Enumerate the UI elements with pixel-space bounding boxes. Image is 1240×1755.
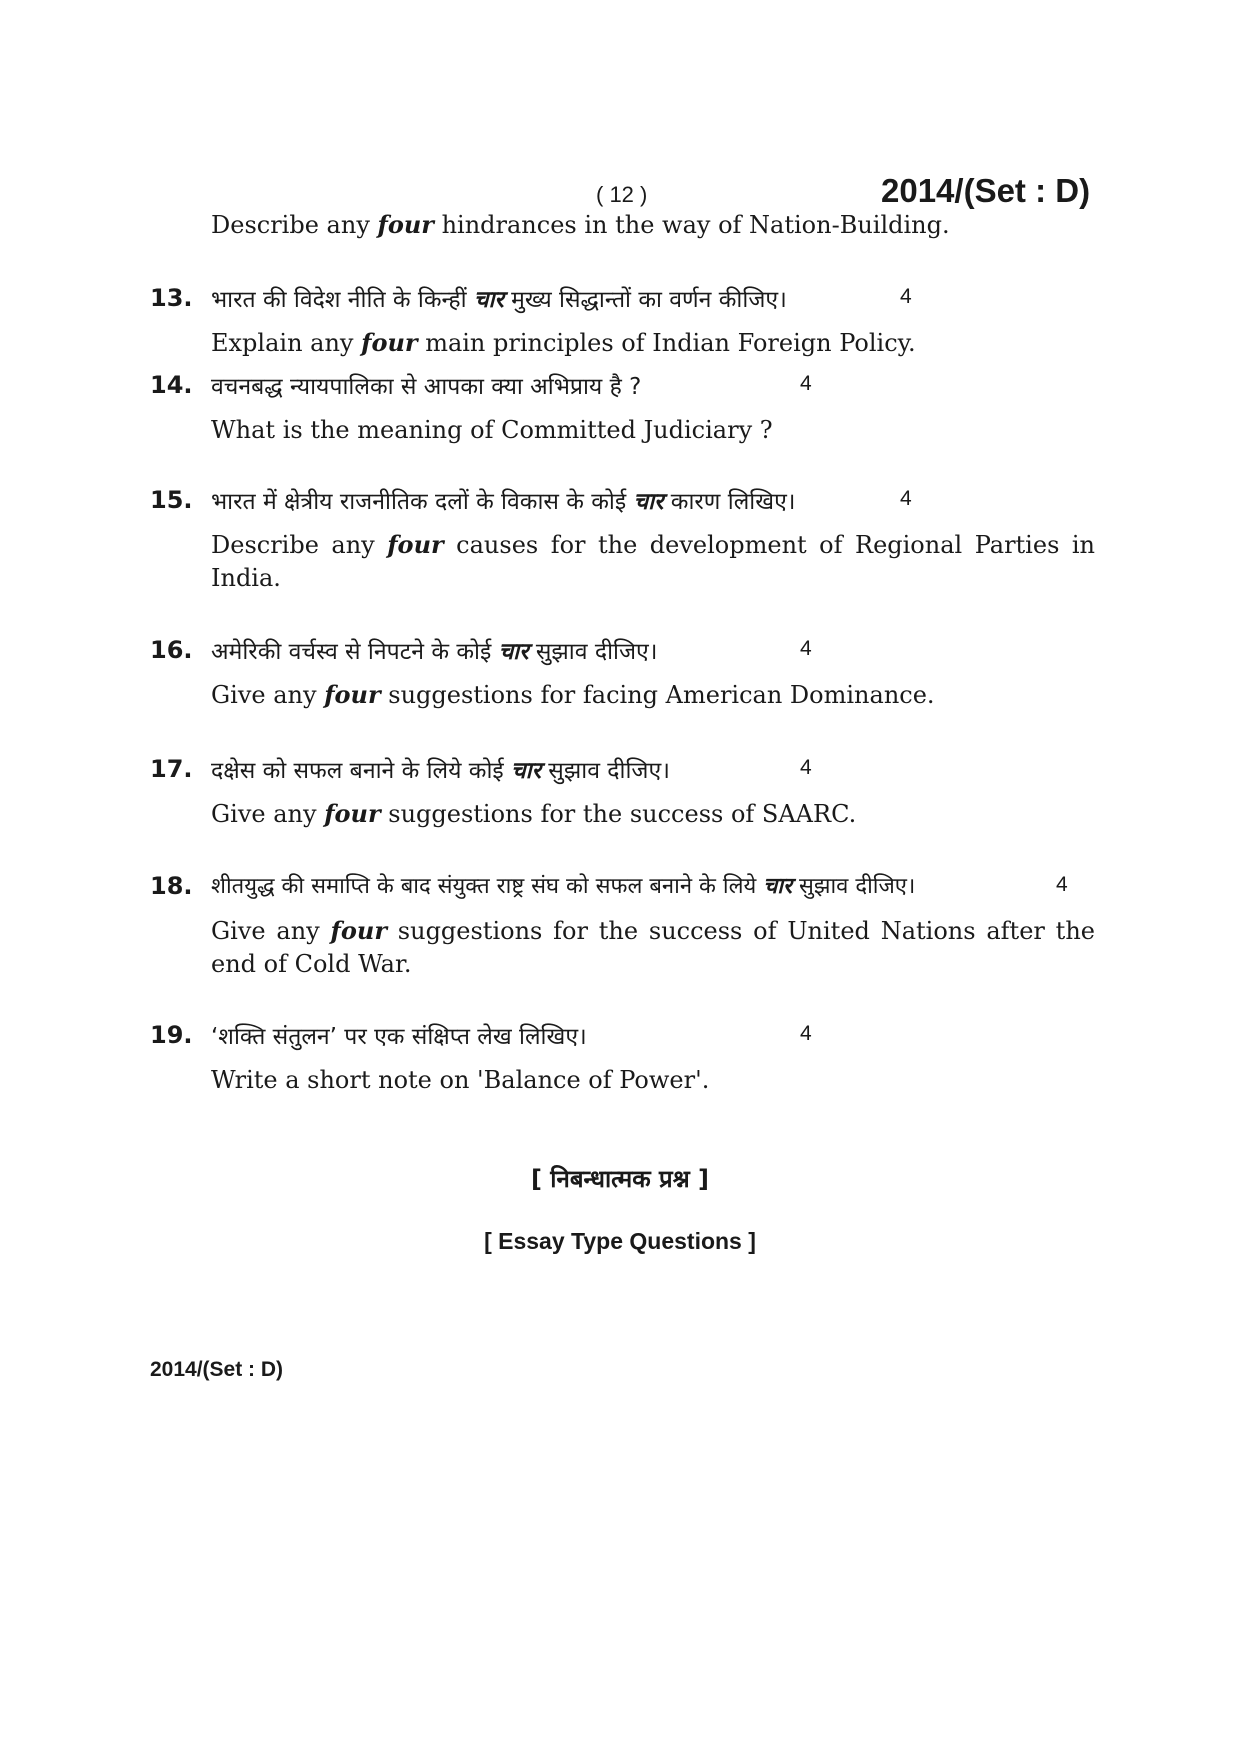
question-number: 19.: [150, 1021, 193, 1049]
question-13: [150, 276, 1095, 360]
page-number: ( 12 ): [596, 182, 648, 207]
question-marks: 4: [800, 372, 812, 395]
question-english: Describe any four causes for the development of Regional Parties in India.: [211, 530, 1096, 592]
question-18: [150, 864, 1095, 981]
question-hindi: ‘शक्ति संतुलन’ पर एक संक्षिप्त लेख लिखिए।: [211, 1024, 587, 1050]
question-hindi: अमेरिकी वर्चस्व से निपटने के कोई चार सुझाव दीजिए।: [211, 639, 658, 665]
question-16: [150, 628, 1095, 712]
question-17: [150, 747, 1095, 831]
question-number: 18.: [150, 872, 193, 900]
question-hindi: भारत की विदेश नीति के किन्हीं चार मुख्य सिद्धान्तों का वर्णन कीजिए।: [211, 287, 787, 313]
footer-set: 2014/(Set : D): [150, 1358, 284, 1381]
section-title-english: [ Essay Type Questions ]: [484, 1228, 756, 1254]
set-header: 2014/(Set : D): [881, 172, 1091, 209]
question-15: [150, 478, 1095, 595]
question-english: Explain any four main principles of Indian Foreign Policy.: [211, 328, 916, 357]
question-number: 16.: [150, 636, 193, 664]
question-marks: 4: [1056, 873, 1068, 896]
question-hindi: दक्षेस को सफल बनाने के लिये कोई चार सुझाव दीजिए।: [211, 758, 670, 784]
question-number: 17.: [150, 755, 193, 783]
question-marks: 4: [800, 756, 812, 779]
question-hindi: शीतयुद्ध की समाप्ति के बाद संयुक्त राष्ट्र संघ को सफल बनाने के लिये चार सुझाव दीजिए।: [211, 874, 916, 899]
question-marks: 4: [900, 285, 912, 308]
question-number: 13.: [150, 284, 193, 312]
question-hindi: वचनबद्ध न्यायपालिका से आपका क्या अभिप्राय है ?: [211, 374, 642, 400]
question-hindi: भारत में क्षेत्रीय राजनीतिक दलों के विकास के कोई चार कारण लिखिए।: [211, 489, 796, 515]
question-marks: 4: [900, 487, 912, 510]
question-english: Give any four suggestions for the success of United Nations after the end of Cold War.: [211, 916, 1095, 978]
intro-question-english: Describe any four hindrances in the way of Nation-Building.: [211, 210, 950, 239]
question-english: Give any four suggestions for facing American Dominance.: [211, 680, 935, 709]
question-number: 15.: [150, 486, 193, 514]
question-english: Give any four suggestions for the success of SAARC.: [211, 799, 857, 828]
question-14: [150, 363, 1095, 447]
question-number: 14.: [150, 371, 193, 399]
question-english: Write a short note on 'Balance of Power'.: [211, 1066, 710, 1094]
question-19: [150, 1013, 1095, 1097]
question-marks: 4: [800, 1022, 812, 1045]
question-marks: 4: [800, 637, 812, 660]
question-english: What is the meaning of Committed Judiciary ?: [211, 416, 773, 444]
section-title-hindi: [ निबन्धात्मक प्रश्न ]: [530, 1165, 710, 1193]
